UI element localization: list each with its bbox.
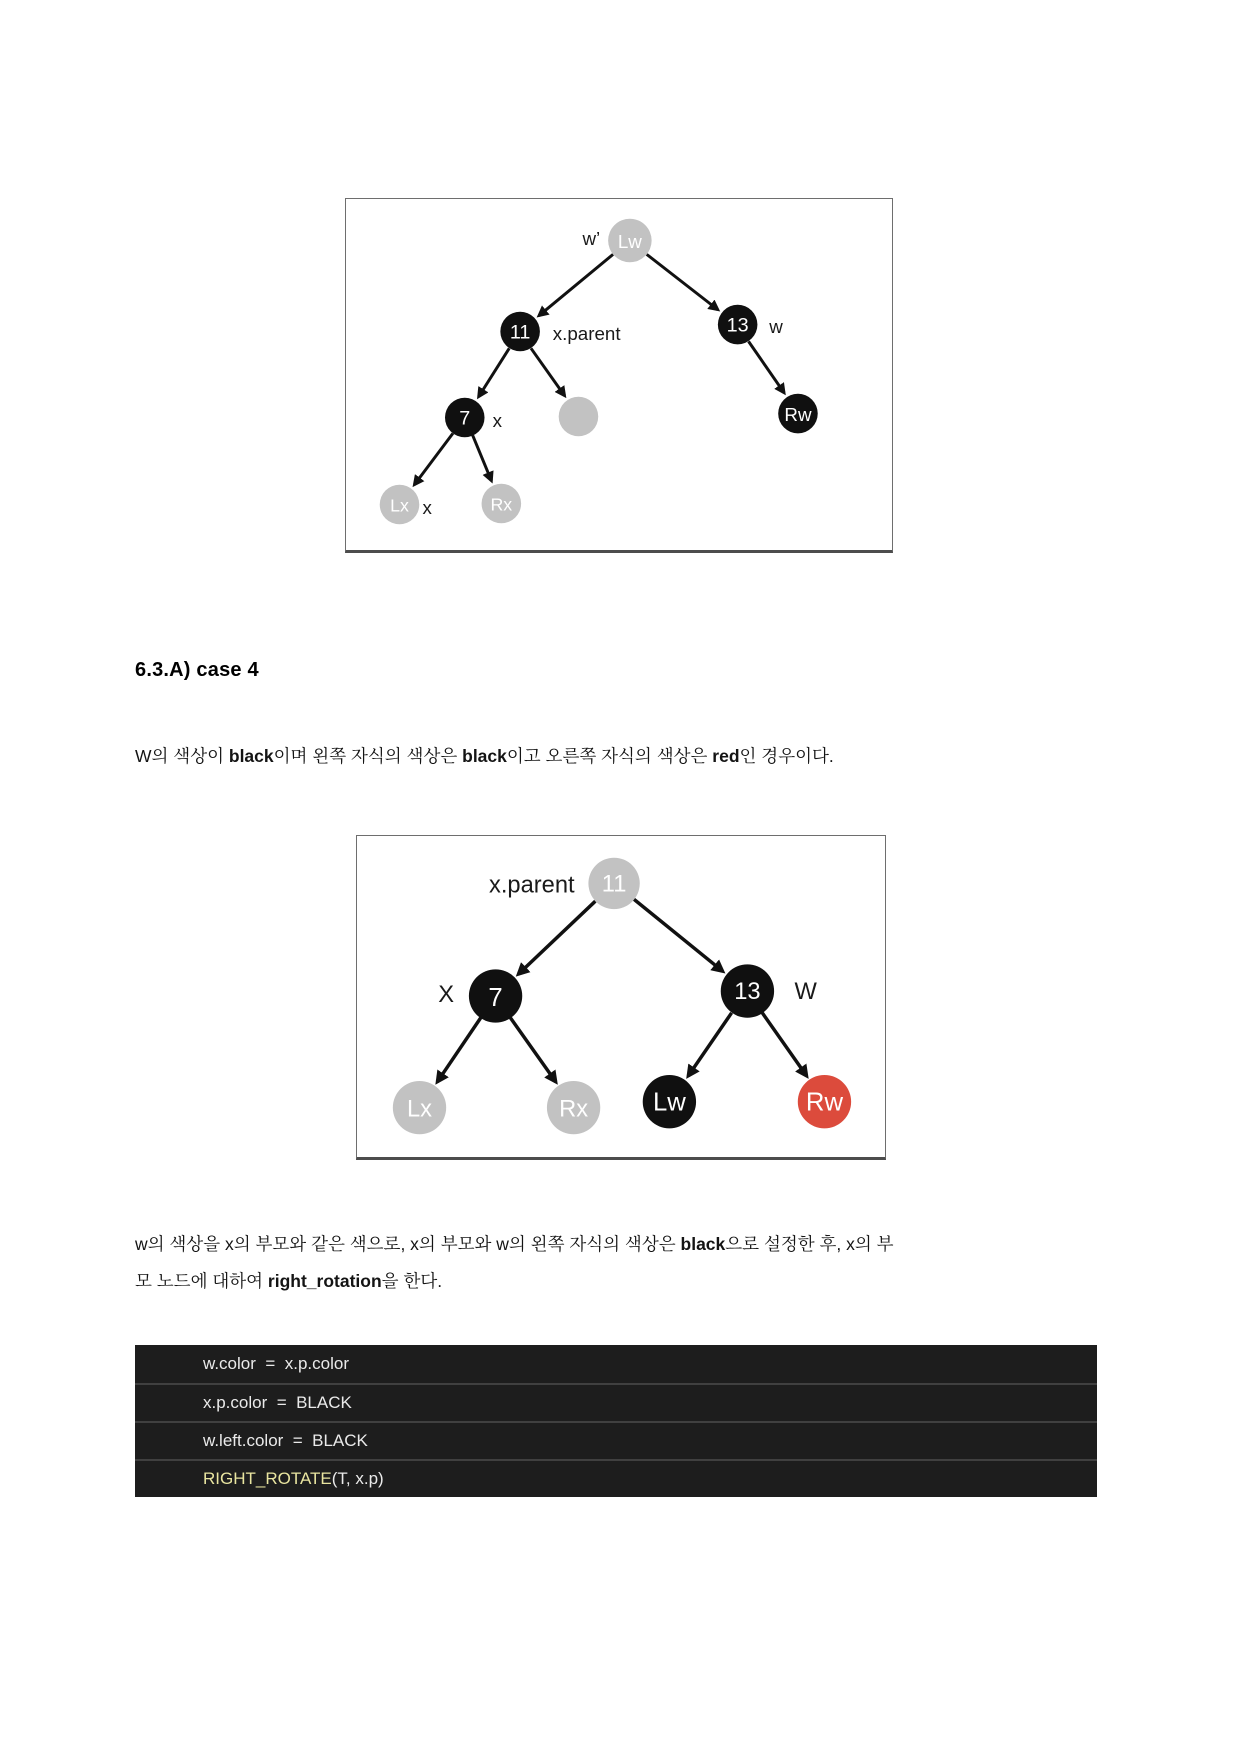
edge-13-to-rw: [749, 341, 785, 392]
annotation-x: X: [438, 982, 455, 1009]
code-line-4: [135, 1459, 1097, 1497]
code-line-3: w.left.color = BLACK: [135, 1421, 1097, 1459]
edge-7-to-lx: [414, 433, 453, 484]
annotation-x-parent: x.parent: [552, 322, 621, 344]
section-heading: 6.3.A) case 4: [135, 659, 259, 681]
edge-root-to-13: [647, 254, 718, 309]
para1-text3: 이고 오른쪽 자식의 색상은: [506, 746, 713, 766]
para2-bold-rotation: right_rotation: [267, 1271, 382, 1291]
code-line-4-args: (T, x.p): [331, 1469, 384, 1488]
edge-7-to-rx: [473, 435, 492, 480]
edge-13-to-rw: [762, 1013, 806, 1076]
para2-text1: w의 색상을 x의 부모와 같은 색으로, x의 부모와 w의 왼쪽 자식의 색상은: [135, 1234, 681, 1254]
action-description-paragraph: [135, 1226, 1120, 1300]
node-lx-label: Lx: [406, 1096, 433, 1123]
para2-text3: 모 노드에 대하여: [135, 1271, 268, 1291]
code-line-2: x.p.color = BLACK: [135, 1383, 1097, 1421]
node-11-label: 11: [601, 871, 627, 898]
para1-bold-red: red: [712, 746, 740, 766]
annotation-w: w: [769, 316, 783, 338]
node-lw-label: Lw: [652, 1088, 686, 1117]
annotation-w: W: [794, 979, 817, 1006]
node-rx-label: Rx: [559, 1096, 589, 1123]
node-rx-label: Rx: [490, 494, 513, 515]
pseudocode-block: [135, 1345, 1097, 1497]
edge-11-to-nil: [531, 348, 565, 395]
para2-text4: 을 한다.: [381, 1271, 443, 1291]
edge-11-to-7: [518, 901, 595, 974]
para1-text: W의 색상이: [135, 746, 229, 766]
node-7-label: 7: [488, 983, 503, 1012]
annotation-x-parent: x.parent: [488, 872, 575, 899]
node-13-label: 13: [734, 979, 761, 1006]
para1-bold-black1: black: [228, 746, 274, 766]
edge-11-to-7: [479, 348, 510, 396]
node-13-label: 13: [726, 314, 749, 337]
edge-7-to-lx: [437, 1018, 480, 1082]
code-keyword-right-rotate: RIGHT_ROTATE: [203, 1469, 332, 1488]
edge-7-to-rx: [510, 1018, 555, 1082]
rbtree-diagram-case4: [356, 835, 886, 1160]
node-11-label: 11: [509, 321, 531, 344]
node-lw-label: Lw: [617, 231, 642, 253]
node-rw-label: Rw: [784, 404, 812, 426]
edge-root-to-11: [539, 254, 613, 315]
node-7-label: 7: [459, 407, 471, 430]
annotation-x-lx: x: [422, 496, 432, 518]
code-line-1: w.color = x.p.color: [203, 1354, 349, 1373]
node-nil-gray: [559, 397, 599, 437]
para1-text4: 인 경우이다.: [739, 746, 834, 766]
para1-text2: 이며 왼쪽 자식의 색상은: [273, 746, 463, 766]
para2-bold-black: black: [680, 1234, 726, 1254]
node-rw-label: Rw: [805, 1088, 844, 1117]
case-description-paragraph: [135, 738, 1120, 775]
annotation-w-prime: w’: [582, 228, 601, 250]
rbtree-diagram-before-svg: [346, 199, 892, 550]
rbtree-diagram-before: [345, 198, 893, 553]
para1-bold-black2: black: [462, 746, 507, 766]
para2-text2: 으로 설정한 후, x의 부: [725, 1234, 894, 1254]
rbtree-diagram-case4-svg: [357, 836, 885, 1157]
edge-11-to-13: [634, 899, 723, 971]
annotation-x: x: [492, 409, 503, 431]
node-lx-label: Lx: [390, 495, 409, 516]
edge-13-to-lw: [688, 1013, 731, 1076]
